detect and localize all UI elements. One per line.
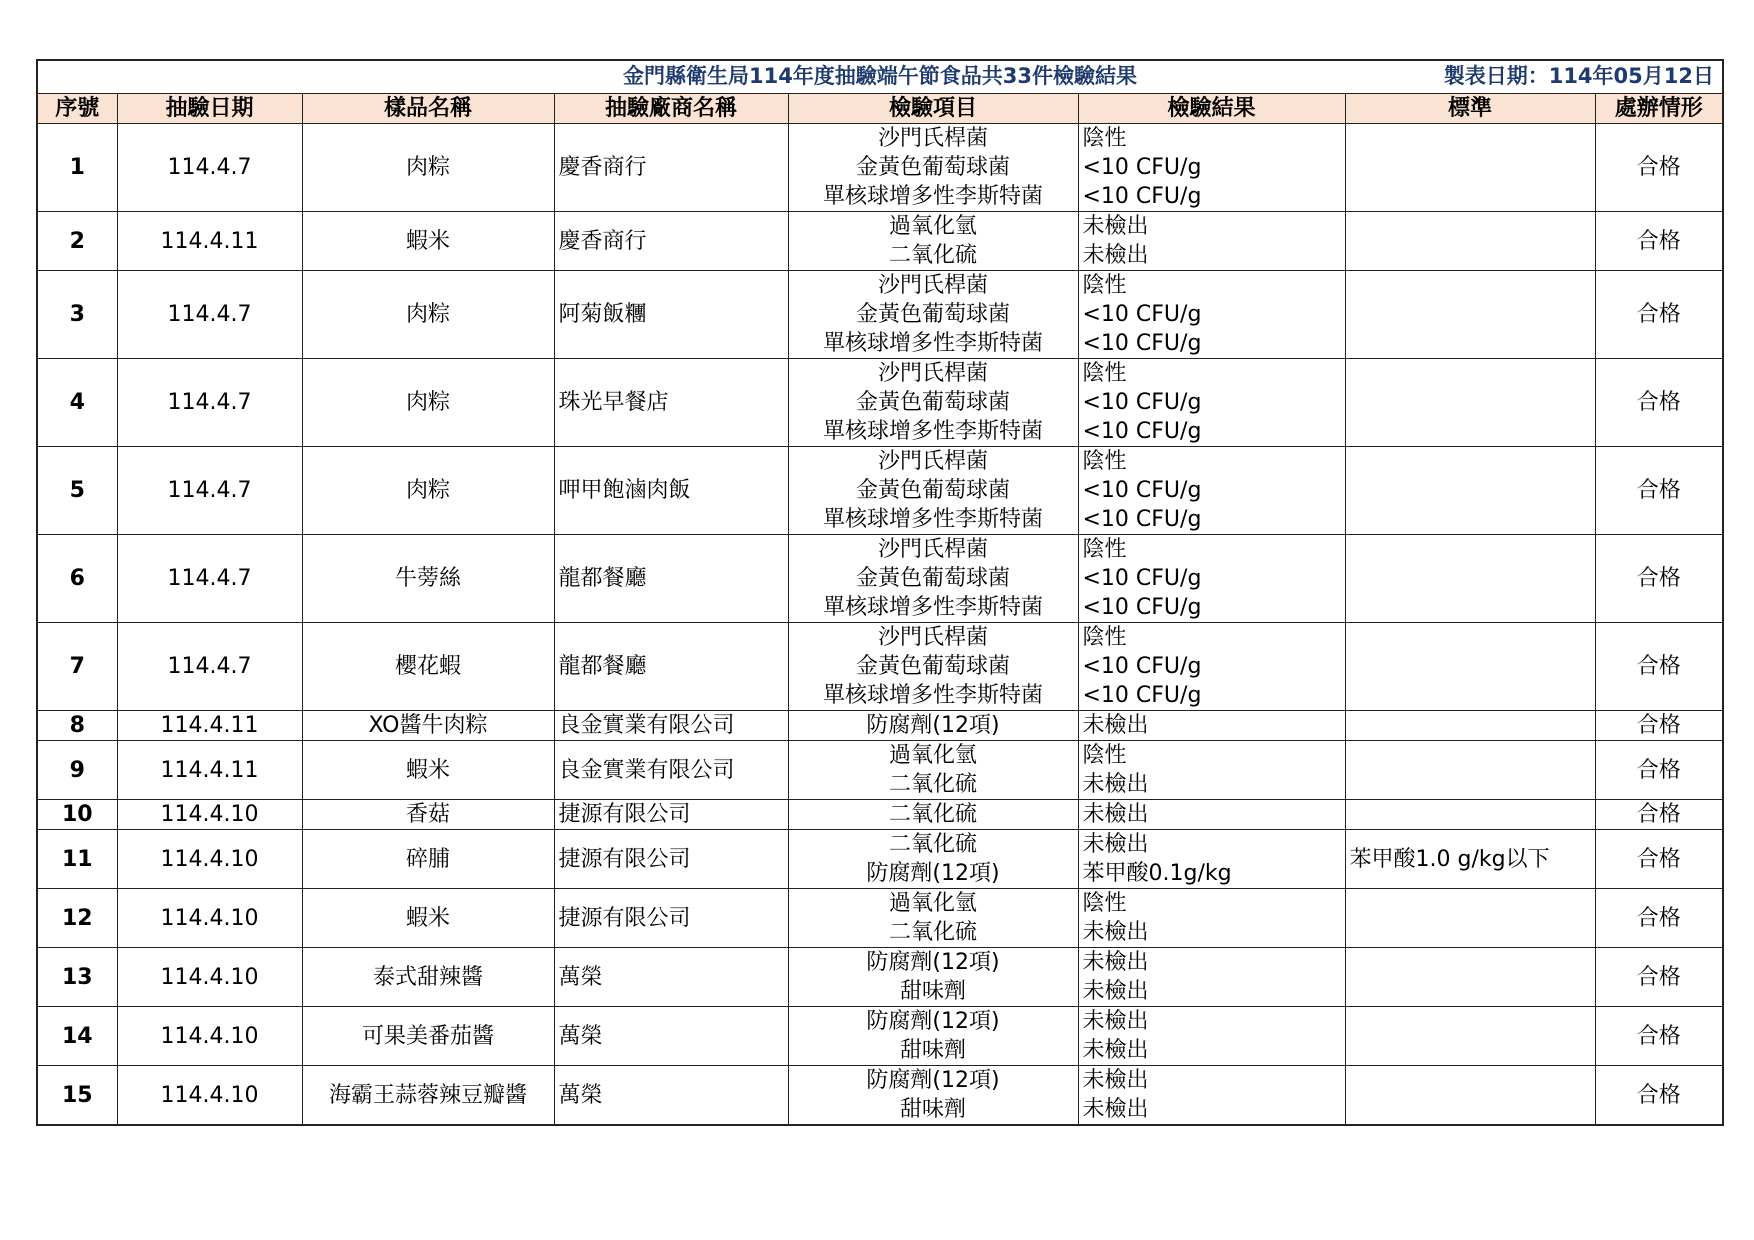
test-items-line: 過氧化氫 [888,743,977,768]
test-results-line: 陰性 [1082,449,1127,474]
test-items-line: 金黃色葡萄球菌 [855,390,1010,415]
standard [1345,800,1595,830]
test-results-line: 未檢出 [1082,1009,1149,1034]
row-number: 4 [37,359,117,447]
standard [1345,124,1595,212]
test-results-line: <10 CFU/g [1082,419,1202,444]
disposition: 合格 [1595,830,1723,889]
table-row [37,830,1723,889]
test-results-line: 陰性 [1082,537,1127,562]
vendor-name: 阿菊飯糰 [554,271,788,359]
test-items-line: 沙門氏桿菌 [877,449,988,474]
test-results-line: <10 CFU/g [1082,683,1202,708]
standard [1345,1007,1595,1066]
standard [1345,212,1595,271]
test-items [788,535,1078,623]
test-results-line: 未檢出 [1082,214,1149,239]
test-items [788,711,1078,741]
table-row [37,800,1723,830]
disposition: 合格 [1595,948,1723,1007]
standard [1345,1066,1595,1126]
test-items [788,124,1078,212]
vendor-name: 慶香商行 [554,212,788,271]
test-results-line: 未檢出 [1082,832,1149,857]
standard [1345,535,1595,623]
vendor-name: 捷源有限公司 [554,800,788,830]
vendor-name: 捷源有限公司 [554,889,788,948]
test-items-line: 單核球增多性李斯特菌 [822,595,1043,620]
test-results-line: <10 CFU/g [1082,478,1202,503]
test-results [1078,711,1345,741]
test-items-line: 沙門氏桿菌 [877,273,988,298]
test-items [788,359,1078,447]
test-results [1078,741,1345,800]
sample-date: 114.4.7 [117,271,302,359]
sample-date: 114.4.7 [117,623,302,711]
disposition: 合格 [1595,124,1723,212]
table-row [37,948,1723,1007]
test-results [1078,271,1345,359]
sample-name: 肉粽 [302,359,554,447]
header-items: 檢驗項目 [788,94,1078,124]
test-results [1078,124,1345,212]
test-items-line: 防腐劑(12項) [866,1009,1000,1034]
test-results-line: 未檢出 [1082,772,1149,797]
sample-date: 114.4.7 [117,359,302,447]
test-items-line: 過氧化氫 [888,214,977,239]
test-items [788,830,1078,889]
table-body [37,124,1723,1126]
test-results-line: 陰性 [1082,891,1127,916]
row-number: 9 [37,741,117,800]
vendor-name: 珠光早餐店 [554,359,788,447]
sample-name: 碎脯 [302,830,554,889]
test-items-line: 二氧化硫 [888,243,977,268]
row-number: 6 [37,535,117,623]
test-results-line: 未檢出 [1082,243,1149,268]
test-results [1078,623,1345,711]
table-row [37,359,1723,447]
standard [1345,447,1595,535]
test-items-line: 二氧化硫 [888,802,977,827]
sample-name: 香菇 [302,800,554,830]
disposition: 合格 [1595,359,1723,447]
test-results-line: 陰性 [1082,273,1127,298]
test-items-line: 二氧化硫 [888,832,977,857]
sample-name: XO醬牛肉粽 [302,711,554,741]
sample-date: 114.4.11 [117,711,302,741]
row-number: 3 [37,271,117,359]
test-items [788,623,1078,711]
table-row [37,447,1723,535]
test-results-line: <10 CFU/g [1082,155,1202,180]
table-row [37,535,1723,623]
test-results-line: 未檢出 [1082,920,1149,945]
inspection-sheet [36,59,1722,1126]
title-row [37,60,1723,94]
test-items-line: 甜味劑 [899,1038,966,1063]
row-number: 11 [37,830,117,889]
table-row [37,124,1723,212]
disposition: 合格 [1595,271,1723,359]
test-results-line: <10 CFU/g [1082,302,1202,327]
row-number: 10 [37,800,117,830]
header-results: 檢驗結果 [1078,94,1345,124]
sample-name: 泰式甜辣醬 [302,948,554,1007]
test-results-line: <10 CFU/g [1082,507,1202,532]
table-row [37,271,1723,359]
table-row [37,741,1723,800]
row-number: 8 [37,711,117,741]
table-row [37,889,1723,948]
test-results [1078,948,1345,1007]
test-items-line: 防腐劑(12項) [866,861,1000,886]
sample-name: 蝦米 [302,212,554,271]
test-items-line: 甜味劑 [899,1097,966,1122]
test-items [788,800,1078,830]
test-items-line: 防腐劑(12項) [866,950,1000,975]
table-row [37,1066,1723,1126]
test-results-line: 未檢出 [1082,950,1149,975]
test-items-line: 沙門氏桿菌 [877,537,988,562]
sample-name: 肉粽 [302,124,554,212]
disposition: 合格 [1595,447,1723,535]
test-results-line: 未檢出 [1082,1068,1149,1093]
test-results [1078,800,1345,830]
test-results-line: <10 CFU/g [1082,390,1202,415]
row-number: 2 [37,212,117,271]
test-items-line: 沙門氏桿菌 [877,126,988,151]
test-items-line: 金黃色葡萄球菌 [855,478,1010,503]
sample-date: 114.4.11 [117,741,302,800]
sample-date: 114.4.7 [117,124,302,212]
vendor-name: 萬榮 [554,1007,788,1066]
test-items-line: 單核球增多性李斯特菌 [822,683,1043,708]
made-date: 製表日期：114年05月12日 [1443,64,1714,88]
disposition: 合格 [1595,741,1723,800]
test-results [1078,212,1345,271]
test-items [788,1066,1078,1126]
vendor-name: 捷源有限公司 [554,830,788,889]
sample-date: 114.4.10 [117,830,302,889]
sample-name: 牛蒡絲 [302,535,554,623]
vendor-name: 萬榮 [554,948,788,1007]
test-results [1078,447,1345,535]
vendor-name: 呷甲飽滷肉飯 [554,447,788,535]
header-no: 序號 [37,94,117,124]
header-sample: 樣品名稱 [302,94,554,124]
standard [1345,711,1595,741]
disposition: 合格 [1595,711,1723,741]
sample-date: 114.4.10 [117,1066,302,1126]
test-items-line: 甜味劑 [899,979,966,1004]
standard [1345,948,1595,1007]
test-results-line: 陰性 [1082,743,1127,768]
header-vendor: 抽驗廠商名稱 [554,94,788,124]
test-items [788,212,1078,271]
test-items [788,948,1078,1007]
sample-date: 114.4.7 [117,447,302,535]
disposition: 合格 [1595,800,1723,830]
test-items [788,447,1078,535]
test-results [1078,889,1345,948]
vendor-name: 慶香商行 [554,124,788,212]
test-items-line: 防腐劑(12項) [866,713,1000,738]
test-items [788,741,1078,800]
standard [1345,889,1595,948]
vendor-name: 龍都餐廳 [554,535,788,623]
test-items-line: 金黃色葡萄球菌 [855,302,1010,327]
test-results-line: 未檢出 [1082,713,1149,738]
test-results-line: 未檢出 [1082,802,1149,827]
vendor-name: 良金實業有限公司 [554,741,788,800]
row-number: 5 [37,447,117,535]
test-results-line: <10 CFU/g [1082,595,1202,620]
test-items-line: 單核球增多性李斯特菌 [822,331,1043,356]
test-results-line: <10 CFU/g [1082,654,1202,679]
header-disposition: 處辦情形 [1595,94,1723,124]
sample-date: 114.4.11 [117,212,302,271]
test-results [1078,359,1345,447]
row-number: 12 [37,889,117,948]
column-header-row [37,94,1723,124]
test-items-line: 單核球增多性李斯特菌 [822,419,1043,444]
test-items-line: 二氧化硫 [888,772,977,797]
test-items-line: 二氧化硫 [888,920,977,945]
row-number: 13 [37,948,117,1007]
sample-name: 可果美番茄醬 [302,1007,554,1066]
test-items-line: 沙門氏桿菌 [877,361,988,386]
test-results [1078,830,1345,889]
page-title: 金門縣衛生局114年度抽驗端午節食品共33件檢驗結果 [622,64,1138,88]
row-number: 7 [37,623,117,711]
vendor-name: 龍都餐廳 [554,623,788,711]
standard: 苯甲酸1.0 g/kg以下 [1345,830,1595,889]
test-results [1078,1066,1345,1126]
vendor-name: 良金實業有限公司 [554,711,788,741]
test-results-line: 陰性 [1082,625,1127,650]
sample-name: 肉粽 [302,271,554,359]
test-items-line: 沙門氏桿菌 [877,625,988,650]
disposition: 合格 [1595,1007,1723,1066]
disposition: 合格 [1595,623,1723,711]
disposition: 合格 [1595,889,1723,948]
test-items-line: 金黃色葡萄球菌 [855,155,1010,180]
standard [1345,359,1595,447]
sample-name: 海霸王蒜蓉辣豆瓣醬 [302,1066,554,1126]
test-items [788,889,1078,948]
header-date: 抽驗日期 [117,94,302,124]
sample-date: 114.4.7 [117,535,302,623]
sample-name: 蝦米 [302,741,554,800]
disposition: 合格 [1595,212,1723,271]
table-row [37,623,1723,711]
sample-date: 114.4.10 [117,948,302,1007]
test-items-line: 金黃色葡萄球菌 [855,654,1010,679]
test-results-line: 未檢出 [1082,1097,1149,1122]
test-results-line: 未檢出 [1082,979,1149,1004]
row-number: 14 [37,1007,117,1066]
test-items-line: 防腐劑(12項) [866,1068,1000,1093]
disposition: 合格 [1595,535,1723,623]
inspection-table [36,59,1724,1126]
row-number: 15 [37,1066,117,1126]
sample-date: 114.4.10 [117,800,302,830]
table-row [37,212,1723,271]
test-items-line: 單核球增多性李斯特菌 [822,184,1043,209]
disposition: 合格 [1595,1066,1723,1126]
test-items-line: 金黃色葡萄球菌 [855,566,1010,591]
sample-date: 114.4.10 [117,1007,302,1066]
test-results-line: 苯甲酸0.1g/kg [1082,861,1232,886]
test-results [1078,1007,1345,1066]
test-results-line: 陰性 [1082,126,1127,151]
vendor-name: 萬榮 [554,1066,788,1126]
sample-name: 櫻花蝦 [302,623,554,711]
test-results-line: 未檢出 [1082,1038,1149,1063]
standard [1345,271,1595,359]
test-items [788,1007,1078,1066]
table-row [37,1007,1723,1066]
test-items-line: 過氧化氫 [888,891,977,916]
sample-name: 蝦米 [302,889,554,948]
test-results-line: <10 CFU/g [1082,566,1202,591]
standard [1345,741,1595,800]
test-items [788,271,1078,359]
header-standard: 標準 [1345,94,1595,124]
table-row [37,711,1723,741]
test-items-line: 單核球增多性李斯特菌 [822,507,1043,532]
test-results-line: <10 CFU/g [1082,331,1202,356]
row-number: 1 [37,124,117,212]
standard [1345,623,1595,711]
test-results [1078,535,1345,623]
test-results-line: <10 CFU/g [1082,184,1202,209]
sample-date: 114.4.10 [117,889,302,948]
sample-name: 肉粽 [302,447,554,535]
test-results-line: 陰性 [1082,361,1127,386]
